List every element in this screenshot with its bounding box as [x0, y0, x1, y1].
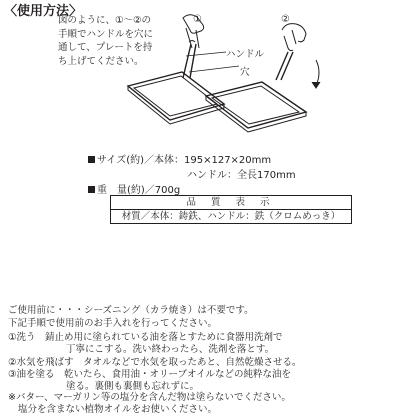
handle-label: ハンドル	[226, 49, 265, 60]
care-step-dry: ②水気を飛ばす タオルなどで水気を取ったあと、自然乾燥させる。	[8, 357, 302, 368]
care-step-wash: ①洗う 錆止め用に塗られている油を落とすために食器用洗剤で	[8, 332, 283, 343]
usage-title: 〈使用方法〉	[4, 4, 83, 19]
bullet-square-icon	[88, 186, 95, 193]
usage-line: 通して、プレートを持	[58, 42, 153, 53]
bullet-square-icon	[88, 156, 95, 163]
care-step-oil-cont: 塗る。裏側も裏側も忘れずに。	[66, 381, 200, 392]
care-intro-sub: 下記手順で使用前のお手入れを行ってください。	[8, 318, 218, 329]
spec-weight-text: 重 量(約)／700g	[97, 185, 181, 196]
quality-header: 品 質 表 示	[111, 196, 352, 210]
quality-label-table	[110, 195, 352, 224]
care-step-oil: ③油を塗る 乾いたら、食用油・オリーブオイルなどの純粋な油を	[8, 369, 291, 380]
spec-weight	[88, 181, 180, 196]
care-note: ※バター、マーガリン等の塩分を含んだ物は塗らないでください。	[8, 392, 291, 403]
care-note-cont: 塩分を含まない植物オイルをお使いください。	[18, 404, 218, 415]
spec-handle-length: ハンドル：全長170mm	[187, 170, 296, 181]
hand-2-drawing	[282, 24, 306, 42]
usage-line: ち上げてください。	[58, 55, 144, 67]
care-intro: ご使用前に・・・シーズニング（カラ焼き）は不要です。	[8, 305, 254, 316]
spec-size-text: サイズ(約)／本体：195×127×20mm	[97, 155, 272, 166]
plate-1-outer	[128, 72, 224, 120]
usage-line: 手順でハンドルを穴に	[58, 28, 154, 40]
handle-2-drawing	[276, 52, 293, 80]
spec-size	[88, 151, 271, 166]
step-2-label: ②	[281, 14, 290, 25]
care-step-wash-cont: 丁寧にこする。洗い終わったら、洗剤を落とす。	[66, 344, 275, 355]
hole-label: 穴	[240, 67, 250, 78]
step-1-label: ①	[193, 14, 202, 25]
handle-1-drawing	[183, 44, 196, 78]
quality-materials: 材質／本体：鋳鉄、ハンドル：鉄（クロムめっき）	[111, 210, 352, 224]
usage-line: 図のように、①～②の	[58, 15, 152, 26]
